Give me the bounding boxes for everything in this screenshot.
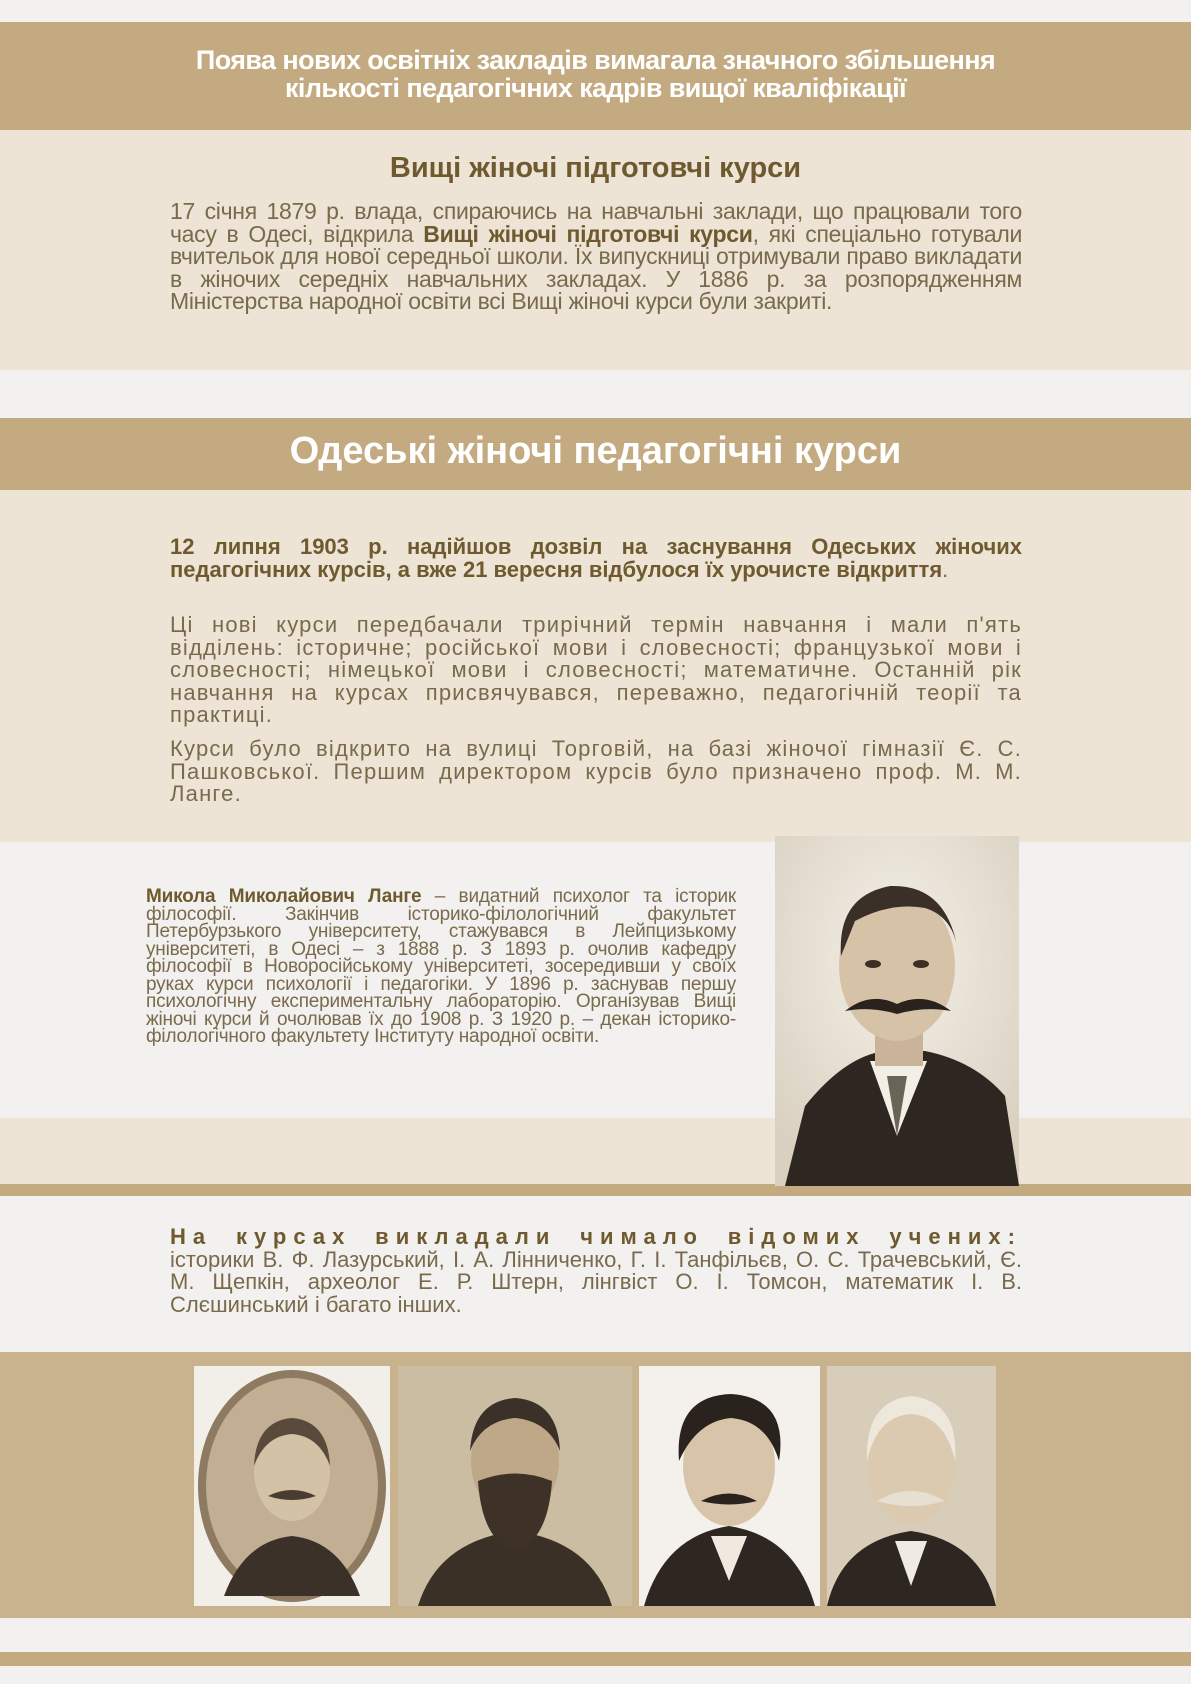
section2-paragraph-1: Ці нові курси передбачали трирічний термін навчання і мали п'ять відділень: історичне; російської мови і словесності; французької мови і словесності; німецької мови і словесності; математичне. Останній рік навчання на курсах присвячувався, переважно, педагогічній теорії та практиці. bbox=[170, 612, 1022, 727]
lange-name: Микола Миколайович Ланге bbox=[146, 886, 422, 907]
header-banner bbox=[0, 22, 1191, 130]
header-title bbox=[0, 46, 1191, 102]
section1-title: Вищі жіночі підготовчі курси bbox=[389, 152, 802, 184]
section2-paragraph-2: Курси було відкрито на вулиці Торговій, на базі жіночої гімназії Є. С. Пашковської. Першим директором курсів було призначено проф. М. М. Ланге. bbox=[170, 736, 1022, 806]
section2-lead-bold: 12 липня 1903 р. надійшов дозвіл на заснування Одеських жіночих педагогічних курсів, а вже 21 вересня відбулося їх урочисте відкриття bbox=[170, 534, 1022, 582]
portrait-dark-hair bbox=[639, 1366, 820, 1606]
section1-text bbox=[170, 200, 1022, 313]
section1-text-end: , які спеціально готували вчительок для нової середньої школи. Їх випускниці отримували право викладати в жіночих середніх навчальних закладах. У 1886 р. за розпорядженням Міністерства народної освіти всі Вищі жіночі курси були закриті. bbox=[170, 220, 1023, 314]
section1-text-bold: Вищі жіночі підготовчі курси bbox=[423, 220, 753, 247]
header-line-2: кількості педагогічних кадрів вищої кваліфікації bbox=[285, 73, 906, 103]
teachers-list: історики В. Ф. Лазурський, І. А. Лінниченко, Г. І. Танфільєв, О. С. Трачевський, Є. М. Щепкін, археолог Е. Р. Штерн, лінгвіст О. І. Томсон, математик І. В. Слєшинський і багато інших. bbox=[170, 1246, 1022, 1317]
teachers-heading: На курсах викладали чимало відомих учених: bbox=[170, 1224, 1022, 1249]
portrait-oval bbox=[194, 1366, 390, 1606]
section1-text-start: 17 січня 1879 р. влада, спираючись на навчальні заклади, що працювали того часу в Одесі, відкрила bbox=[170, 198, 1022, 247]
header-line-1: Поява нових освітніх закладів вимагала значного збільшення bbox=[195, 45, 996, 75]
bottom-rule bbox=[0, 1652, 1191, 1666]
section2-lead-end: . bbox=[942, 556, 949, 582]
lange-bio bbox=[146, 888, 736, 1046]
lange-bio-text: – видатний психолог та історик філософії. Закінчив історико-філологічний факультет Петербурзького університету, стажувався в Лейпцизькому університеті, в Одесі – з 1888 р. З 1893 р. очолив кафедру філософії в Новоросійському університеті, зосередивши у своїх руках курси психології і педагогіки. У 1896 р. заснував першу психологічну експериментальну лабораторію. Організував Вищі жіночі курси й очолював їх до 1908 р. З 1920 р. – декан історико-філологічного факультету Інституту народної освіти. bbox=[146, 886, 736, 1047]
section2-title: Одеські жіночі педагогічні курси bbox=[289, 430, 902, 472]
teachers-paragraph bbox=[170, 1226, 1022, 1316]
section-pedagogical-courses bbox=[0, 490, 1191, 842]
section-higher-courses bbox=[0, 130, 1191, 370]
portrait-white-hair bbox=[827, 1366, 996, 1606]
section2-banner bbox=[0, 418, 1191, 490]
section2-lead bbox=[170, 536, 1022, 581]
lange-portrait bbox=[775, 836, 1019, 1186]
portrait-bearded bbox=[398, 1366, 632, 1606]
